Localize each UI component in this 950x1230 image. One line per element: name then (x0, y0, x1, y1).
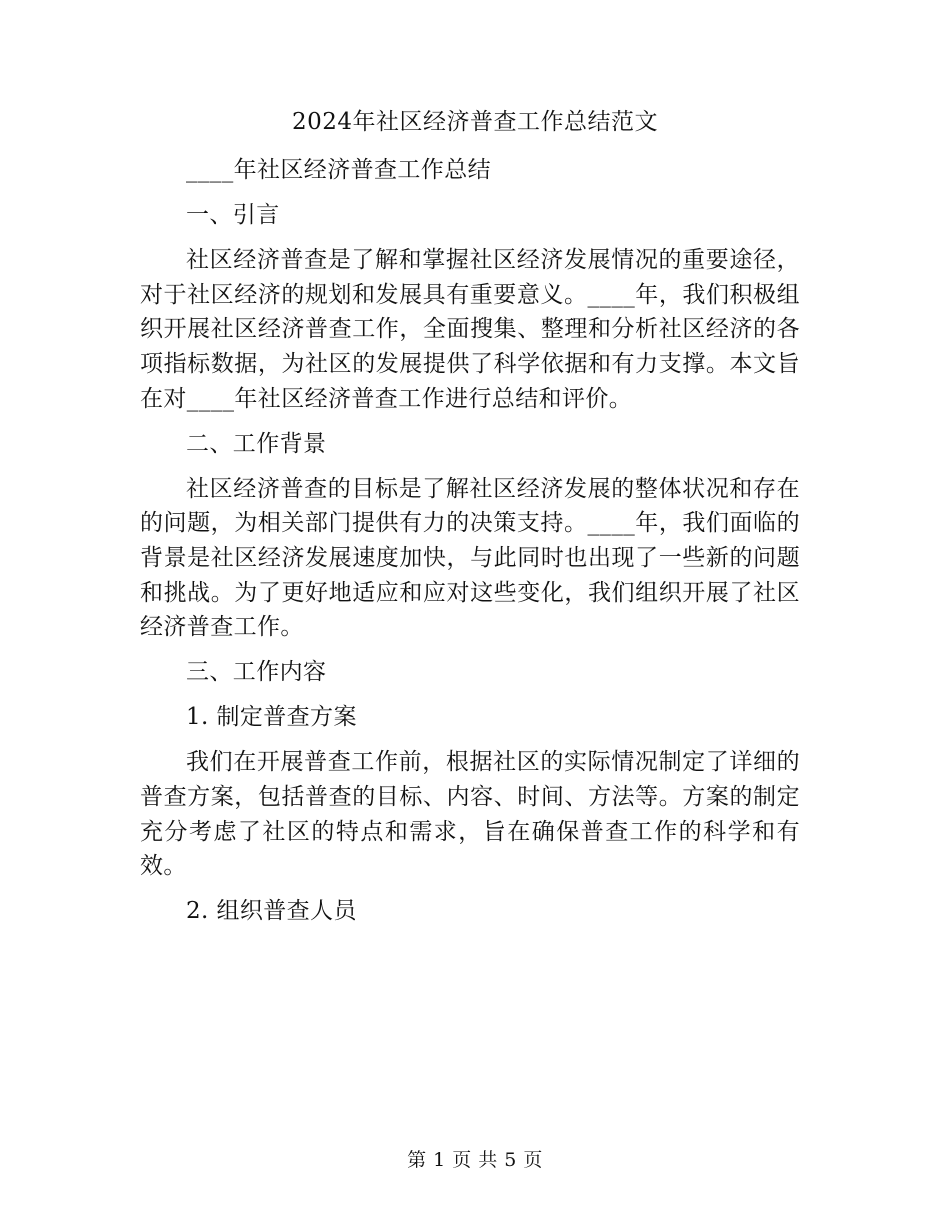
subtitle-paragraph: ____年社区经济普查工作总结 (186, 157, 491, 183)
intro-paragraph: 社区经济普查是了解和掌握社区经济发展情况的重要途径，对于社区经济的规划和发展具有重要意义。____年，我们积极组织开展社区经济普查工作，全面搜集、整理和分析社区经济的各项指标数据，为社区的发展提供了科学依据和有力支撑。本文旨在对____年社区经济普查工作进行总结和评价。 (140, 247, 800, 412)
document-body (140, 153, 800, 939)
plan-paragraph: 我们在开展普查工作前，根据社区的实际情况制定了详细的普查方案，包括普查的目标、内容、时间、方法等。方案的制定充分考虑了社区的特点和需求，旨在确保普查工作的科学和有效。 (140, 749, 800, 880)
section-heading-content: 三、工作内容 (186, 659, 327, 686)
document-title: 2024年社区经济普查工作总结范文 (291, 109, 659, 135)
section-heading-intro: 一、引言 (186, 202, 280, 229)
subheading-staff: 2. 组织普查人员 (186, 898, 357, 925)
section-heading-background: 二、工作背景 (186, 430, 327, 457)
page-number-footer: 第 1 页 共 5 页 (407, 1149, 543, 1171)
background-paragraph: 社区经济普查的目标是了解社区经济发展的整体状况和存在的问题，为相关部门提供有力的决策支持。____年，我们面临的背景是社区经济发展速度加快，与此同时也出现了一些新的问题和挑战。为了更好地适应和应对这些变化，我们组织开展了社区经济普查工作。 (140, 475, 800, 641)
subheading-plan: 1. 制定普查方案 (186, 704, 357, 731)
